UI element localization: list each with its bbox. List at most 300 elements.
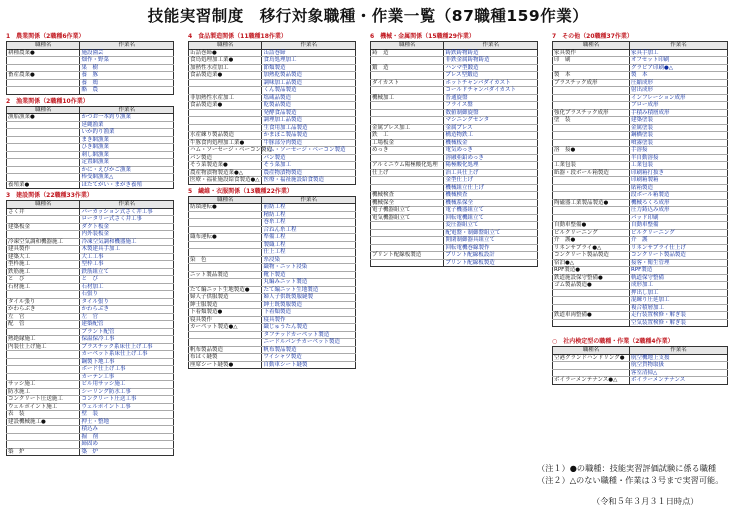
work-cell: タイル張り (80, 298, 174, 306)
table-row (7, 238, 174, 246)
table-row (189, 177, 356, 185)
table-header-row (7, 201, 174, 209)
table-header-row (7, 106, 174, 114)
work-cell: 婦人子供既製服縫製 (262, 294, 356, 302)
table-row (553, 117, 728, 125)
occupation-cell: プリント配線板製造 (371, 252, 444, 260)
occupation-cell (189, 211, 262, 219)
occupation-cell: 布はく縫製 (189, 354, 262, 362)
work-cell: パン製造 (262, 154, 356, 162)
occupation-cell (7, 328, 80, 336)
occupation-cell (371, 177, 444, 185)
occupation-cell: 下着類製造● (189, 309, 262, 317)
occupation-cell: 水産練り製品製造 (189, 132, 262, 140)
work-cell: ブロー成形 (630, 102, 728, 110)
occupation-cell (189, 331, 262, 339)
occupation-cell (553, 184, 630, 192)
work-cell: 酪 農 (80, 87, 174, 95)
work-cell: そう菜加工 (262, 162, 356, 170)
occupation-header: 職種名 (189, 42, 262, 50)
table-row (553, 162, 728, 170)
table-row (371, 244, 538, 252)
work-cell: 機械検査 (444, 192, 538, 200)
table-row (553, 229, 728, 237)
occupation-cell: 防水施工 (7, 388, 80, 396)
occupation-table (6, 41, 174, 95)
occupation-cell (553, 319, 630, 327)
table-row (7, 216, 174, 224)
occupation-header: 職種名 (7, 106, 80, 114)
occupation-cell (7, 64, 80, 72)
work-cell: 複合積層加工 (630, 304, 728, 312)
occupation-cell (553, 177, 630, 185)
occupation-cell (189, 109, 262, 117)
work-header: 作業名 (80, 42, 174, 50)
occupation-cell: 紳士服製造 (189, 301, 262, 309)
occupation-cell: 鉄筋施工 (7, 268, 80, 276)
table-row (371, 222, 538, 230)
occupation-cell (7, 121, 80, 129)
table-row (189, 219, 356, 227)
column-1 (6, 32, 174, 458)
work-cell: 冷凍空気調和機器施工 (80, 238, 174, 246)
work-cell: 寝具製作 (262, 316, 356, 324)
work-cell: ほたてがい・まがき養殖 (80, 181, 174, 189)
occupation-cell: コンクリート圧送施工 (7, 396, 80, 404)
work-header: 作業名 (630, 42, 728, 50)
table-row (553, 147, 728, 155)
work-cell: くん製品製造 (262, 87, 356, 95)
occupation-cell (7, 216, 80, 224)
table-row (553, 282, 728, 290)
table-row (553, 267, 728, 275)
occupation-cell (371, 109, 444, 117)
table-row (7, 381, 174, 389)
occupation-cell: 表 装 (7, 411, 80, 419)
work-cell: 段ボール箱製造 (630, 192, 728, 200)
occupation-cell: 内装仕上げ施工 (7, 343, 80, 351)
table-row (371, 259, 538, 267)
work-cell: 機械板金 (444, 139, 538, 147)
work-cell: 航空貨物取扱 (630, 362, 728, 370)
table-row (189, 294, 356, 302)
work-cell: 医療・福祉施設給食製造 (262, 177, 356, 185)
work-cell: かまぼこ製品製造 (262, 132, 356, 140)
work-cell: かつお一本釣り漁業 (80, 114, 174, 122)
table-row (189, 109, 356, 117)
occupation-cell (189, 249, 262, 257)
occupation-header: 職種名 (553, 42, 630, 50)
occupation-cell (189, 124, 262, 132)
table-row (371, 72, 538, 80)
table-row (189, 87, 356, 95)
section-title: 5 繊維・衣服関係（13職種22作業） (188, 187, 293, 195)
table-row (7, 403, 174, 411)
document-title-banner (0, 3, 736, 29)
work-cell: 機械系保全 (444, 199, 538, 207)
work-cell: 製 本 (630, 72, 728, 80)
work-cell: 回転電機組立て (444, 214, 538, 222)
work-cell: 加熱乾製品製造 (262, 72, 356, 80)
occupation-cell: 婦人子供服製造 (189, 294, 262, 302)
occupation-cell: タイル張り (7, 298, 80, 306)
occupation-cell (7, 291, 80, 299)
work-cell: 準備工程 (262, 234, 356, 242)
occupation-cell (371, 229, 444, 237)
occupation-cell: 電子機器組立て (371, 207, 444, 215)
table-row (553, 244, 728, 252)
occupation-cell: 機械加工 (371, 94, 444, 102)
occupation-cell: 鋳 造 (371, 49, 444, 57)
table-row (7, 433, 174, 441)
work-cell: マシニングセンタ (444, 117, 538, 125)
work-cell: 貼箱製造 (630, 184, 728, 192)
work-cell: 牛豚部分肉製造 (262, 139, 356, 147)
section-textile-clothing (188, 187, 356, 370)
work-cell: ひき網漁業 (80, 144, 174, 152)
table-row (7, 223, 174, 231)
work-cell: カーテン工事 (80, 373, 174, 381)
occupation-cell: そう菜製造業● (189, 162, 262, 170)
table-row (7, 343, 174, 351)
occupation-cell: 加熱性水産加工 (189, 64, 262, 72)
occupation-cell: 介 護● (553, 237, 630, 245)
occupation-cell: 食鳥処理加工業● (189, 57, 262, 65)
table-row (7, 159, 174, 167)
work-cell: ダクト板金 (80, 223, 174, 231)
work-cell: と び (80, 276, 174, 284)
table-row (371, 252, 538, 260)
occupation-cell (371, 184, 444, 192)
work-cell: 射出成形 (630, 87, 728, 95)
occupation-cell (7, 174, 80, 182)
work-cell: たて編ニット生地製造 (262, 286, 356, 294)
work-cell: プリント配線板製造 (444, 259, 538, 267)
table-row (7, 276, 174, 284)
table-row (553, 312, 728, 320)
occupation-cell (7, 79, 80, 87)
table-row (7, 208, 174, 216)
table-row (371, 199, 538, 207)
occupation-table (188, 41, 356, 185)
work-cell: プラスチック系床仕上げ工事 (80, 343, 174, 351)
work-cell: 左 官 (80, 313, 174, 321)
occupation-cell (7, 166, 80, 174)
table-row (7, 306, 174, 314)
work-cell: 金属プレス (444, 124, 538, 132)
table-row (553, 177, 728, 185)
table-row (7, 268, 174, 276)
table-row (7, 418, 174, 426)
occupation-cell (371, 102, 444, 110)
occupation-cell: 建設機械施工● (7, 418, 80, 426)
occupation-cell (7, 136, 80, 144)
occupation-cell: 牛豚食肉処理加工業● (189, 139, 262, 147)
table-row (189, 316, 356, 324)
occupation-cell: 溶 接● (553, 147, 630, 155)
work-cell: 乾製品製造 (262, 102, 356, 110)
table-row (553, 369, 728, 377)
section-others (552, 32, 728, 327)
occupation-cell: 型枠施工 (7, 261, 80, 269)
occupation-cell: 冷凍空気調和機器施工 (7, 238, 80, 246)
work-header: 作業名 (80, 106, 174, 114)
work-cell: 内外装板金 (80, 231, 174, 239)
work-cell: 走行装置検修・解ぎ装 (630, 312, 728, 320)
work-cell: 押出し加工 (630, 289, 728, 297)
work-cell: 金型仕上げ (444, 177, 538, 185)
occupation-cell: 養殖業● (7, 181, 80, 189)
work-header: 作業名 (80, 201, 174, 209)
table-row (189, 124, 356, 132)
occupation-cell (7, 144, 80, 152)
occupation-cell: と び (7, 276, 80, 284)
table-row (189, 249, 356, 257)
table-row (189, 162, 356, 170)
work-cell: 畑作・野菜 (80, 57, 174, 65)
work-cell: ビル用サッシ施工 (80, 381, 174, 389)
occupation-cell (7, 366, 80, 374)
work-cell: 圧力鋳込み成形 (630, 207, 728, 215)
work-cell: 調味加工品製造 (262, 79, 356, 87)
occupation-header: 職種名 (553, 347, 630, 355)
work-cell: 定置網漁業 (80, 159, 174, 167)
occupation-cell: 食品製造業● (189, 72, 262, 80)
table-row (7, 121, 174, 129)
work-cell: 石張り (80, 291, 174, 299)
table-row (553, 252, 728, 260)
table-row (371, 192, 538, 200)
section-title: 1 農業関係（2職種6作業） (6, 33, 85, 40)
table-row (7, 57, 174, 65)
work-cell: 印刷箱打抜き (630, 169, 728, 177)
work-cell: いか釣り漁業 (80, 129, 174, 137)
occupation-cell (553, 139, 630, 147)
occupation-cell: サッシ施工 (7, 381, 80, 389)
occupation-cell (371, 57, 444, 65)
table-row (553, 274, 728, 282)
occupation-cell (553, 94, 630, 102)
occupation-cell (7, 231, 80, 239)
table-row (189, 132, 356, 140)
work-cell: 建築塗装 (630, 117, 728, 125)
work-header: 作業名 (262, 42, 356, 50)
occupation-cell: 医療・福祉施設給食製造●△ (189, 177, 262, 185)
occupation-cell: カーペット製造●△ (189, 324, 262, 332)
occupation-cell (553, 369, 630, 377)
occupation-cell (371, 87, 444, 95)
note-1: （注１）●の職種：技能実習評価試験に係る職種 (537, 463, 717, 473)
section-title: 3 建設関係（22職種33作業） (6, 192, 93, 199)
section-title: 2 漁業関係（2職種10作業） (6, 97, 89, 105)
work-cell: 手溶接 (630, 147, 728, 155)
table-row (189, 286, 356, 294)
occupation-cell: 漁船漁業● (7, 114, 80, 122)
work-cell: 製織工程 (262, 241, 356, 249)
occupation-cell (189, 219, 262, 227)
table-row (189, 271, 356, 279)
table-row (371, 117, 538, 125)
work-cell: 壁 装 (80, 411, 174, 419)
table-row (7, 136, 174, 144)
table-row (553, 362, 728, 370)
occupation-cell: 機械検査 (371, 192, 444, 200)
occupation-cell (189, 226, 262, 234)
work-cell: 生食用加工品製造 (262, 124, 356, 132)
occupation-cell: 帆布製品製造 (189, 346, 262, 354)
work-cell: 印刷箱製箱 (630, 177, 728, 185)
table-row (371, 139, 538, 147)
occupation-cell (553, 304, 630, 312)
table-row (189, 354, 356, 362)
occupation-cell (371, 72, 444, 80)
table-row (553, 72, 728, 80)
work-cell: タフテッドカーペット製造 (262, 331, 356, 339)
work-cell: 大工工事 (80, 253, 174, 261)
table-row (189, 279, 356, 287)
table-row (553, 87, 728, 95)
occupation-cell: RPF製造● (553, 267, 630, 275)
work-cell: 建築配管 (80, 321, 174, 329)
work-cell: 果 樹 (80, 64, 174, 72)
occupation-cell: 鉄 工 (371, 132, 444, 140)
table-row (7, 151, 174, 159)
occupation-cell: 陶磁器工業製品製造● (553, 199, 630, 207)
occupation-cell (189, 87, 262, 95)
section-title: 7 その他（20職種37作業） (552, 33, 633, 40)
work-cell: 変圧器組立て (444, 222, 538, 230)
occupation-cell: 自動車整備● (553, 222, 630, 230)
table-header-row (371, 42, 538, 50)
table-row (371, 154, 538, 162)
occupation-cell: 塗 装 (553, 117, 630, 125)
occupation-cell (7, 87, 80, 95)
occupation-cell: 築 炉 (7, 448, 80, 456)
occupation-cell: 石材施工 (7, 283, 80, 291)
occupation-cell: 建具製作 (7, 246, 80, 254)
occupation-cell (553, 154, 630, 162)
occupation-cell: 熱絶縁施工 (7, 336, 80, 344)
work-cell: 金属塗装 (630, 124, 728, 132)
section-in-house-certification (552, 337, 728, 385)
occupation-cell: 配 管 (7, 321, 80, 329)
occupation-cell: プラスチック成形 (553, 79, 630, 87)
table-row (7, 253, 174, 261)
work-header: 作業名 (262, 196, 356, 204)
work-cell: かわらぶき (80, 306, 174, 314)
table-row (7, 181, 174, 189)
table-row (553, 199, 728, 207)
occupation-cell (189, 117, 262, 125)
table-row (7, 174, 174, 182)
table-row (371, 102, 538, 110)
work-cell: 空気装置検修・解ぎ装 (630, 319, 728, 327)
table-row (189, 139, 356, 147)
occupation-cell (7, 57, 80, 65)
table-row (7, 358, 174, 366)
table-row (553, 49, 728, 57)
occupation-cell: たて編ニット生地製造● (189, 286, 262, 294)
work-cell: 帆布製品製造 (262, 346, 356, 354)
table-row (189, 102, 356, 110)
table-row (371, 237, 538, 245)
table-row (553, 214, 728, 222)
work-cell: 前紡工程 (262, 204, 356, 212)
occupation-cell (371, 154, 444, 162)
occupation-table (188, 196, 356, 370)
table-row (7, 283, 174, 291)
work-cell: プラント配管 (80, 328, 174, 336)
table-row (553, 289, 728, 297)
occupation-cell: 農産物漬物製造業●△ (189, 169, 262, 177)
occupation-cell: ボイラーメンテナンス●△ (553, 377, 630, 385)
work-cell: 保温保冷工事 (80, 336, 174, 344)
table-row (371, 147, 538, 155)
occupation-cell (189, 279, 262, 287)
occupation-cell: 仕上げ (371, 169, 444, 177)
work-cell: 下着類製造 (262, 309, 356, 317)
table-row (553, 297, 728, 305)
table-header-row (7, 42, 174, 50)
table-row (7, 336, 174, 344)
occupation-cell (553, 214, 630, 222)
table-row (189, 94, 356, 102)
work-cell: 鋼橋塗装 (630, 132, 728, 140)
table-header-row (553, 42, 728, 50)
work-cell: ボード仕上げ工事 (80, 366, 174, 374)
occupation-cell: めっき (371, 147, 444, 155)
work-cell: 客室清掃△ (630, 369, 728, 377)
table-row (189, 64, 356, 72)
work-cell: グラビア印刷●△ (630, 64, 728, 72)
column-3 (370, 32, 538, 269)
work-header: 作業名 (444, 42, 538, 50)
work-cell: 築 炉 (80, 448, 174, 456)
occupation-cell (553, 132, 630, 140)
table-row (7, 313, 174, 321)
table-row (371, 79, 538, 87)
table-row (189, 346, 356, 354)
occupation-cell: 左 官 (7, 313, 80, 321)
work-cell: ビルクリーニング (630, 229, 728, 237)
occupation-header: 職種名 (7, 201, 80, 209)
table-row (7, 291, 174, 299)
table-row (371, 214, 538, 222)
table-row (189, 154, 356, 162)
table-row (7, 441, 174, 449)
work-cell: 構造物鉄工 (444, 132, 538, 140)
table-row (371, 57, 538, 65)
table-row (371, 109, 538, 117)
table-row (553, 319, 728, 327)
work-cell: 紳士既製服製造 (262, 301, 356, 309)
occupation-cell (553, 102, 630, 110)
table-row (553, 132, 728, 140)
work-cell: 掘 削 (80, 433, 174, 441)
occupation-cell (553, 87, 630, 95)
table-row (371, 64, 538, 72)
table-row (553, 354, 728, 362)
table-header-row (553, 347, 728, 355)
work-cell: 棒受網漁業△ (80, 174, 174, 182)
section-food-manufacturing (188, 32, 356, 185)
work-cell: 刺し網漁業 (80, 151, 174, 159)
work-cell: 型枠工事 (80, 261, 174, 269)
work-cell: 丸編みニット製造 (262, 279, 356, 287)
occupation-cell: 工場板金 (371, 139, 444, 147)
work-cell: 非鉄金属鋳物鋳造 (444, 57, 538, 65)
occupation-cell (371, 244, 444, 252)
